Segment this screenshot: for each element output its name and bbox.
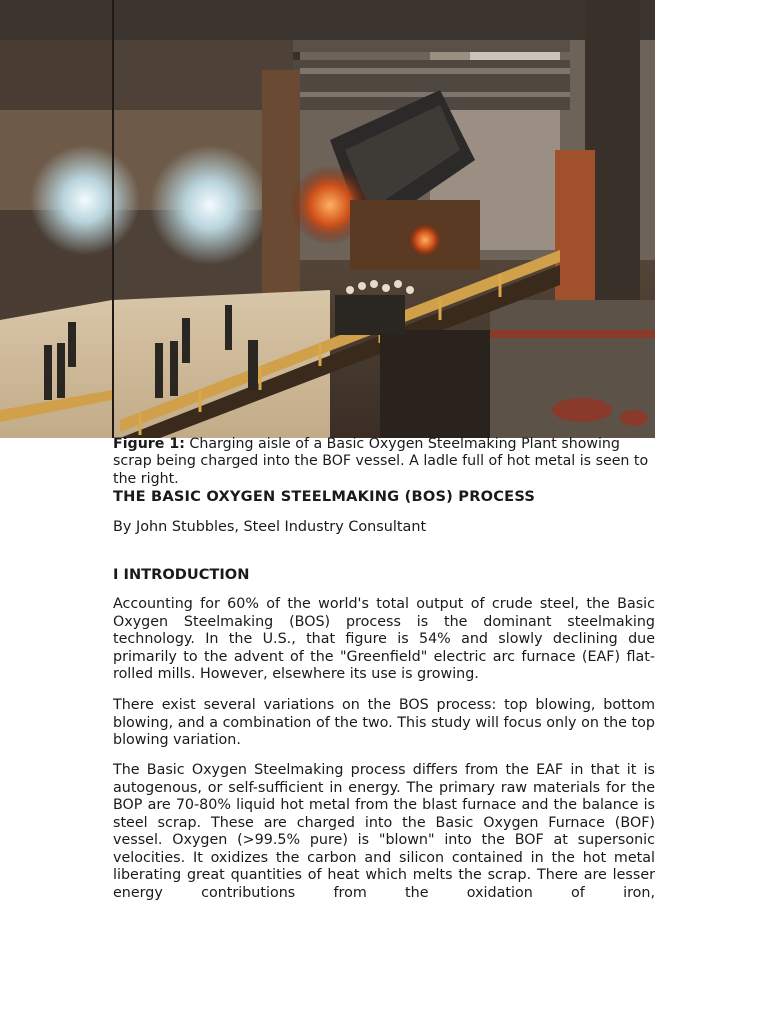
paragraph-2: There exist several variations on the BOS process: top blowing, bottom blowing, and a combination of the two. This study will focus only on the top blowing variation. — [113, 697, 655, 748]
document-title: THE BASIC OXYGEN STEELMAKING (BOS) PROCESS — [113, 488, 536, 505]
figure-caption — [113, 436, 655, 488]
paragraph-1: Accounting for 60% of the world's total output of crude steel, the Basic Oxygen Steelmaking (BOS) process is the dominant steelmaking technology. In the U.S., that figure is 54% and slowly declining due primarily to the advent of the "Greenfield" electric arc furnace (EAF) flat-rolled mills. However, elsewhere its use is growing. — [113, 596, 655, 682]
section-heading: I INTRODUCTION — [113, 566, 250, 583]
author-byline: By John Stubbles, Steel Industry Consultant — [113, 519, 427, 535]
steel-plant-photo — [0, 0, 655, 438]
paragraph-3: The Basic Oxygen Steelmaking process differs from the EAF in that it is autogenous, or self-sufficient in energy. The primary raw materials for the BOP are 70-80% liquid hot metal from the blast furnace and the balance is steel scrap. These are charged into the Basic Oxygen Furnace (BOF) vessel. Oxygen (>99.5% pure) is "blown" into the BOF at supersonic velocities. It oxidizes the carbon and silicon contained in the hot metal liberating great quantities of heat which melts the scrap. There are lesser energy contributions from the oxidation of iron, — [113, 762, 655, 901]
figure-caption-text: Charging aisle of a Basic Oxygen Steelmaking Plant showing scrap being charged into the BOF vessel. A ladle full of hot metal is seen to the right. — [113, 436, 649, 487]
figure-label: Figure 1: — [113, 436, 185, 452]
